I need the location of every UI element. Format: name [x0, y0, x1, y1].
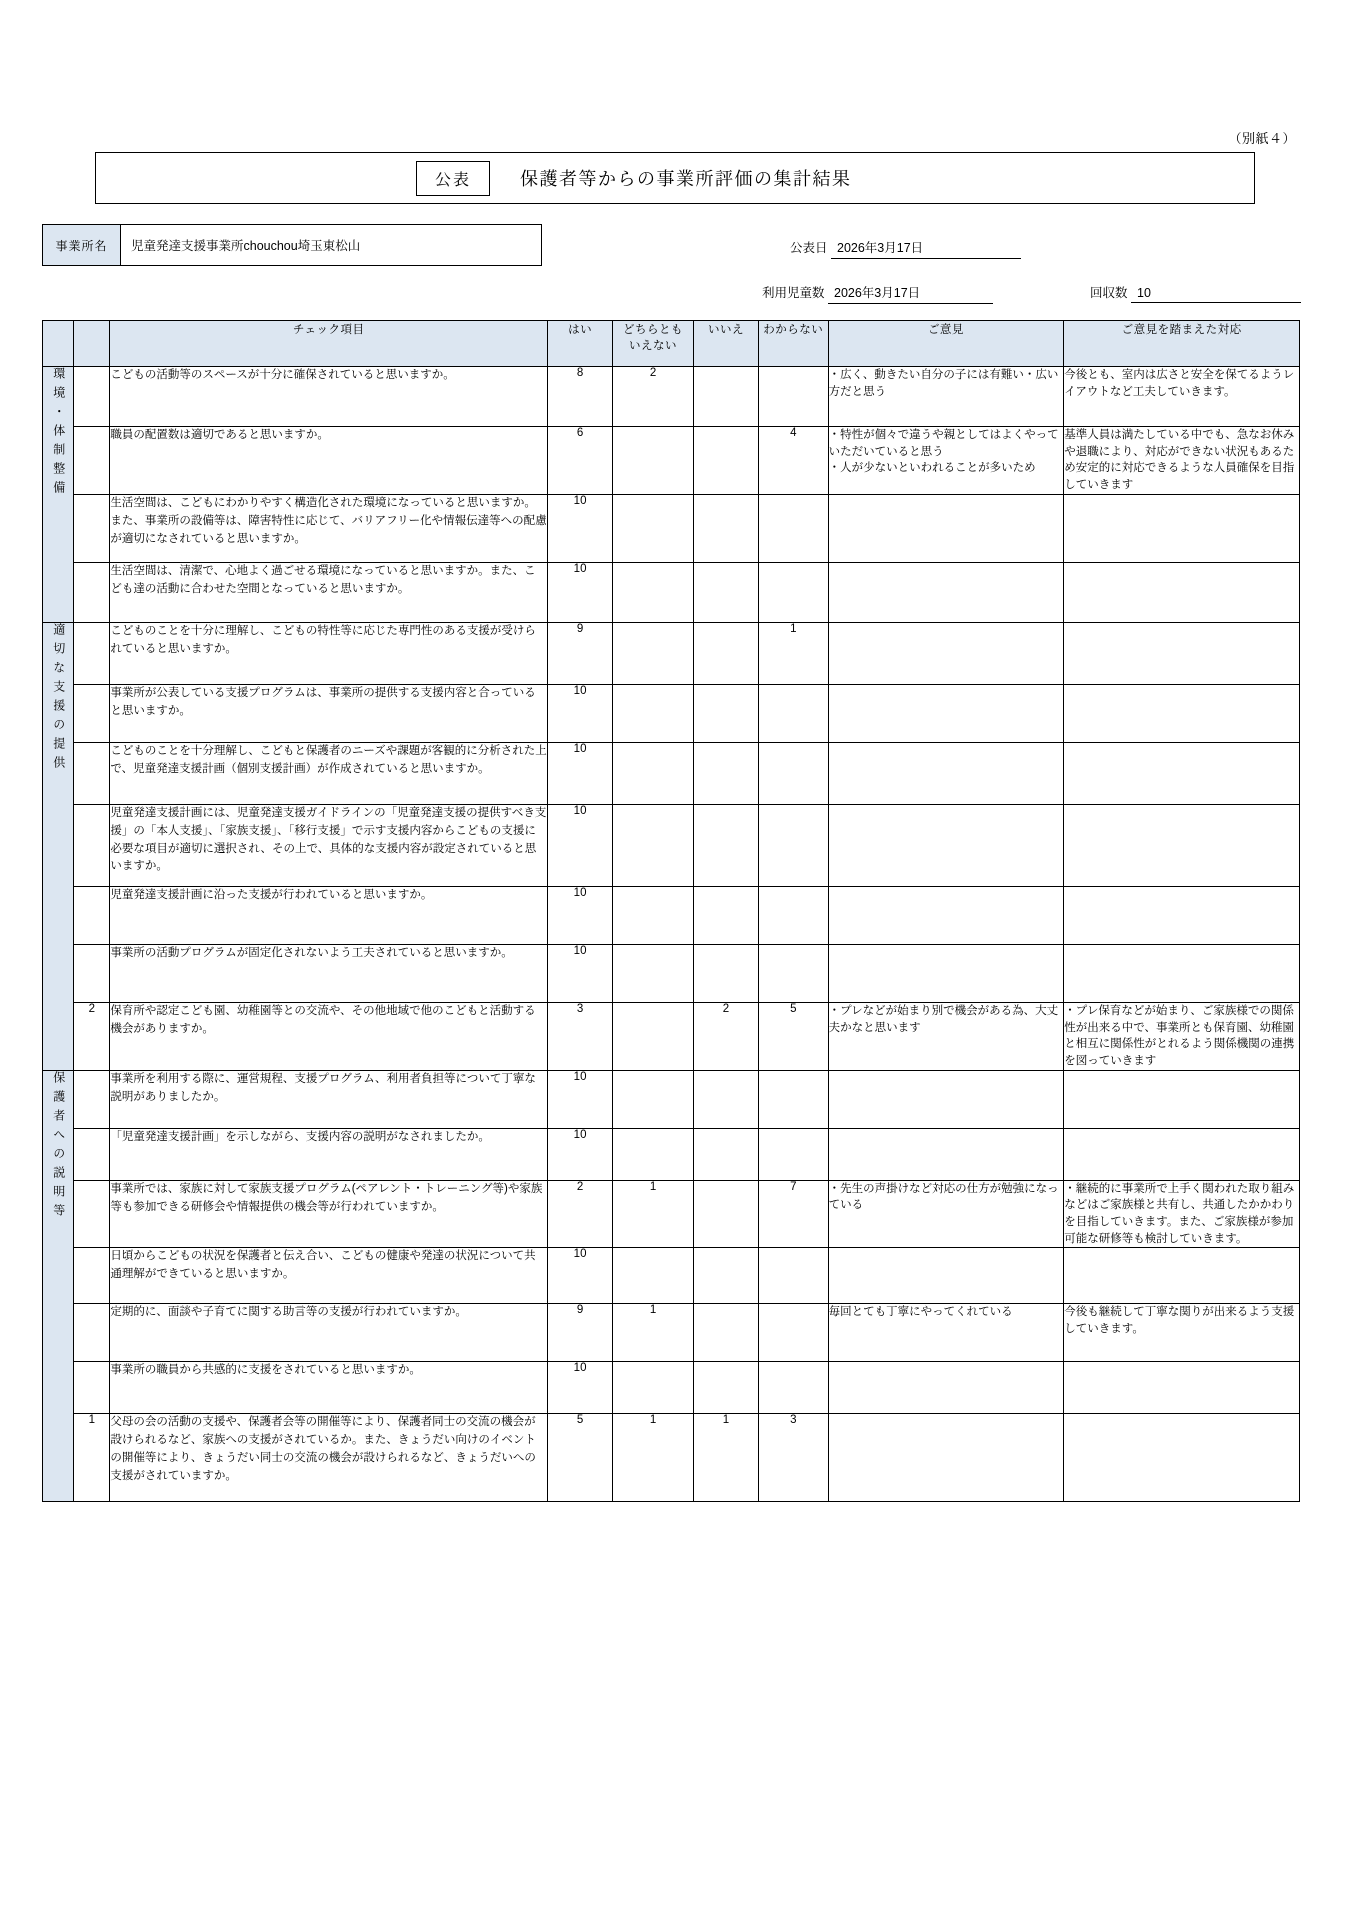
title-box — [95, 152, 1255, 204]
header-neither — [613, 321, 694, 367]
header-unknown: わからない — [759, 321, 829, 367]
opinion-text — [828, 887, 1064, 945]
answer-unknown: 1 — [759, 623, 829, 685]
answer-yes: 10 — [548, 1128, 613, 1180]
answer-yes: 2 — [548, 1180, 613, 1248]
answer-no — [693, 1362, 758, 1414]
answer-unknown: 4 — [759, 427, 829, 495]
question-text: 「児童発達支援計画」を示しながら、支援内容の説明がなされましたか。 — [110, 1128, 548, 1180]
category-label: 環境・体制整備 — [51, 367, 66, 500]
row-number — [74, 1070, 110, 1128]
opinion-text — [828, 805, 1064, 887]
opinion-text: 毎回とても丁寧にやってくれている — [828, 1304, 1064, 1362]
answer-neither — [613, 945, 694, 1003]
opinion-text — [828, 1128, 1064, 1180]
opinion-text — [828, 1070, 1064, 1128]
question-text: 日頃からこどもの状況を保護者と伝え合い、こどもの健康や発達の状況について共通理解ができていると思いますか。 — [110, 1248, 548, 1304]
category-cell — [43, 623, 74, 1071]
answer-no — [693, 887, 758, 945]
answer-no — [693, 563, 758, 623]
answer-no — [693, 1180, 758, 1248]
answer-no — [693, 805, 758, 887]
question-text: 生活空間は、こどもにわかりやすく構造化された環境になっていると思いますか。また、事業所の設備等は、障害特性に応じて、バリアフリー化や情報伝達等への配慮が適切になされていると思いますか。 — [110, 495, 548, 563]
office-name-label: 事業所名 — [43, 225, 121, 265]
answer-yes: 3 — [548, 1003, 613, 1071]
row-number — [74, 1180, 110, 1248]
row-number — [74, 495, 110, 563]
response-text — [1064, 1128, 1300, 1180]
office-name-value: 児童発達支援事業所chouchou埼玉東松山 — [131, 239, 361, 253]
answer-unknown — [759, 1128, 829, 1180]
question-text: 生活空間は、清潔で、心地よく過ごせる環境になっていると思いますか。また、こども達の活動に合わせた空間となっていると思いますか。 — [110, 563, 548, 623]
answer-yes: 10 — [548, 1362, 613, 1414]
answer-no — [693, 685, 758, 743]
table-row — [43, 1180, 1300, 1248]
answer-no: 2 — [693, 1003, 758, 1071]
answer-neither — [613, 1128, 694, 1180]
answer-unknown — [759, 495, 829, 563]
answer-unknown — [759, 563, 829, 623]
row-number — [74, 1128, 110, 1180]
users-count-field — [762, 283, 993, 304]
answer-no — [693, 1070, 758, 1128]
answer-unknown: 7 — [759, 1180, 829, 1248]
answer-unknown — [759, 1362, 829, 1414]
response-text — [1064, 495, 1300, 563]
opinion-text — [828, 1414, 1064, 1502]
category-label: 保護者への説明等 — [51, 1070, 66, 1223]
opinion-text — [828, 1362, 1064, 1414]
opinion-text — [828, 685, 1064, 743]
answer-unknown — [759, 367, 829, 427]
answer-no — [693, 945, 758, 1003]
answer-neither — [613, 685, 694, 743]
table-body — [43, 367, 1300, 1502]
row-number: 2 — [74, 1003, 110, 1071]
row-number — [74, 743, 110, 805]
answer-yes: 10 — [548, 563, 613, 623]
answer-neither — [613, 495, 694, 563]
answer-yes: 10 — [548, 1070, 613, 1128]
answer-unknown — [759, 805, 829, 887]
response-text — [1064, 1248, 1300, 1304]
table-row — [43, 623, 1300, 685]
header-response: ご意見を踏まえた対応 — [1064, 321, 1300, 367]
answer-no — [693, 495, 758, 563]
answer-yes: 10 — [548, 1248, 613, 1304]
office-box — [42, 224, 542, 266]
response-text — [1064, 945, 1300, 1003]
answer-neither — [613, 1248, 694, 1304]
answer-yes: 10 — [548, 887, 613, 945]
answer-neither — [613, 623, 694, 685]
row-number — [74, 945, 110, 1003]
opinion-text — [828, 623, 1064, 685]
answer-unknown — [759, 1304, 829, 1362]
question-text: 児童発達支援計画に沿った支援が行われていると思いますか。 — [110, 887, 548, 945]
answer-no — [693, 1304, 758, 1362]
header-number — [74, 321, 110, 367]
table-row — [43, 945, 1300, 1003]
table-row — [43, 1362, 1300, 1414]
response-text: 今後とも、室内は広さと安全を保てるようレイアウトなど工夫していきます。 — [1064, 367, 1300, 427]
answer-neither — [613, 1003, 694, 1071]
response-text — [1064, 743, 1300, 805]
response-text: ・継続的に事業所で上手く関われた取り組みなどはご家族様と共有し、共通したかかわりを目指していきます。また、ご家族様が参加可能な研修等も検討していきます。 — [1064, 1180, 1300, 1248]
question-text: 定期的に、面談や子育てに関する助言等の支援が行われていますか。 — [110, 1304, 548, 1362]
question-text: 職員の配置数は適切であると思いますか。 — [110, 427, 548, 495]
question-text: 事業所の活動プログラムが固定化されないよう工夫されていると思いますか。 — [110, 945, 548, 1003]
question-text: 事業所が公表している支援プログラムは、事業所の提供する支援内容と合っていると思いますか。 — [110, 685, 548, 743]
response-text — [1064, 685, 1300, 743]
question-text: 事業所を利用する際に、運営規程、支援プログラム、利用者負担等について丁寧な説明がありましたか。 — [110, 1070, 548, 1128]
answer-neither: 1 — [613, 1414, 694, 1502]
answer-no — [693, 427, 758, 495]
answer-no — [693, 1128, 758, 1180]
header-no: いいえ — [693, 321, 758, 367]
table-row — [43, 887, 1300, 945]
question-text: 父母の会の活動の支援や、保護者会等の開催等により、保護者同士の交流の機会が設けられるなど、家族への支援がされているか。また、きょうだい向けのイベントの開催等により、きょうだい同士の交流の機会が設けられるなど、きょうだいへの支援がされていますか。 — [110, 1414, 548, 1502]
category-label: 適切な支援の提供 — [51, 623, 66, 775]
page-title: 保護者等からの事業所評価の集計結果 — [520, 169, 852, 189]
opinion-text — [828, 743, 1064, 805]
question-text: 保育所や認定こども園、幼稚園等との交流や、その他地域で他のこどもと活動する機会がありますか。 — [110, 1003, 548, 1071]
answer-unknown — [759, 685, 829, 743]
table-row — [43, 1248, 1300, 1304]
response-text — [1064, 1414, 1300, 1502]
answer-neither: 1 — [613, 1304, 694, 1362]
opinion-text: ・先生の声掛けなど対応の仕方が勉強になっている — [828, 1180, 1064, 1248]
answer-yes: 6 — [548, 427, 613, 495]
response-text — [1064, 805, 1300, 887]
answer-unknown — [759, 945, 829, 1003]
answer-neither — [613, 743, 694, 805]
users-count-label: 利用児童数 — [762, 286, 825, 300]
row-number — [74, 805, 110, 887]
table-row — [43, 805, 1300, 887]
header-category — [43, 321, 74, 367]
answer-neither — [613, 805, 694, 887]
table-row — [43, 367, 1300, 427]
row-number — [74, 1248, 110, 1304]
row-number — [74, 1304, 110, 1362]
category-cell — [43, 367, 74, 623]
answer-unknown — [759, 1070, 829, 1128]
table-header — [43, 321, 1300, 367]
answer-neither: 2 — [613, 367, 694, 427]
table-row — [43, 685, 1300, 743]
row-number — [74, 685, 110, 743]
header-opinion: ご意見 — [828, 321, 1064, 367]
opinion-text — [828, 1248, 1064, 1304]
table-row — [43, 1128, 1300, 1180]
header-neither-line1: どちらとも — [623, 324, 684, 336]
response-text — [1064, 887, 1300, 945]
answer-yes: 5 — [548, 1414, 613, 1502]
attachment-label: （別紙４） — [1228, 131, 1296, 146]
opinion-text: ・広く、動きたい自分の子には有難い・広い方だと思う — [828, 367, 1064, 427]
opinion-text — [828, 563, 1064, 623]
answer-no: 1 — [693, 1414, 758, 1502]
answer-neither — [613, 1070, 694, 1128]
publish-date-value: 2026年3月17日 — [831, 238, 1021, 259]
row-number — [74, 887, 110, 945]
response-text — [1064, 563, 1300, 623]
row-number — [74, 427, 110, 495]
table-row — [43, 563, 1300, 623]
question-text: 事業所の職員から共感的に支援をされていると思いますか。 — [110, 1362, 548, 1414]
table-row — [43, 1070, 1300, 1128]
header-neither-line2: いえない — [629, 340, 678, 352]
answer-unknown: 3 — [759, 1414, 829, 1502]
table-row — [43, 427, 1300, 495]
collected-count-label: 回収数 — [1090, 286, 1128, 300]
question-text: こどものことを十分理解し、こどもと保護者のニーズや課題が客観的に分析された上で、児童発達支援計画（個別支援計画）が作成されていると思いますか。 — [110, 743, 548, 805]
header-item: チェック項目 — [110, 321, 548, 367]
opinion-text: ・プレなどが始まり別で機会がある為、大丈夫かなと思います — [828, 1003, 1064, 1071]
answer-unknown: 5 — [759, 1003, 829, 1071]
answer-unknown — [759, 743, 829, 805]
answer-yes: 10 — [548, 945, 613, 1003]
answer-no — [693, 743, 758, 805]
answer-neither — [613, 1362, 694, 1414]
response-text — [1064, 1362, 1300, 1414]
row-number — [74, 563, 110, 623]
row-number: 1 — [74, 1414, 110, 1502]
collected-count-value: 10 — [1131, 286, 1301, 303]
opinion-text — [828, 945, 1064, 1003]
opinion-text: ・特性が個々で違うや親としてはよくやっていただいていると思う ・人が少ないといわれることが多いため — [828, 427, 1064, 495]
answer-yes: 10 — [548, 495, 613, 563]
publish-badge: 公表 — [416, 161, 490, 196]
answer-no — [693, 623, 758, 685]
answer-yes: 10 — [548, 685, 613, 743]
row-number — [74, 367, 110, 427]
response-text: 今後も継続して丁寧な関りが出来るよう支援していきます。 — [1064, 1304, 1300, 1362]
response-text — [1064, 623, 1300, 685]
answer-neither — [613, 427, 694, 495]
category-cell — [43, 1070, 74, 1502]
users-count-value: 2026年3月17日 — [828, 283, 993, 304]
publish-date-label: 公表日 — [790, 241, 828, 255]
answer-neither — [613, 563, 694, 623]
question-text: こどものことを十分に理解し、こどもの特性等に応じた専門性のある支援が受けられていると思いますか。 — [110, 623, 548, 685]
header-yes: はい — [548, 321, 613, 367]
table-row — [43, 1304, 1300, 1362]
response-text: 基準人員は満たしている中でも、急なお休みや退職により、対応ができない状況もあるため安定的に対応できるような人員確保を目指していきます — [1064, 427, 1300, 495]
answer-neither — [613, 887, 694, 945]
publish-date-field — [790, 238, 1021, 259]
answer-unknown — [759, 887, 829, 945]
answer-no — [693, 1248, 758, 1304]
row-number — [74, 1362, 110, 1414]
opinion-text — [828, 495, 1064, 563]
answer-unknown — [759, 1248, 829, 1304]
table-row — [43, 1003, 1300, 1071]
response-text — [1064, 1070, 1300, 1128]
table-row — [43, 743, 1300, 805]
table-row — [43, 1414, 1300, 1502]
answer-yes: 8 — [548, 367, 613, 427]
question-text: こどもの活動等のスペースが十分に確保されていると思いますか。 — [110, 367, 548, 427]
answer-yes: 9 — [548, 623, 613, 685]
answer-no — [693, 367, 758, 427]
answer-neither: 1 — [613, 1180, 694, 1248]
answer-yes: 10 — [548, 743, 613, 805]
question-text: 児童発達支援計画には、児童発達支援ガイドラインの「児童発達支援の提供すべき支援」の「本人支援」、「家族支援」、「移行支援」で示す支援内容からこどもの支援に必要な項目が適切に選択され、その上で、具体的な支援内容が設定されていると思いますか。 — [110, 805, 548, 887]
row-number — [74, 623, 110, 685]
table-row — [43, 495, 1300, 563]
response-text: ・プレ保育などが始まり、ご家族様での関係性が出来る中で、事業所とも保育園、幼稚園と相互に関係性がとれるよう関係機関の連携を図っていきます — [1064, 1003, 1300, 1071]
question-text: 事業所では、家族に対して家族支援プログラム(ペアレント・トレーニング等)や家族等も参加できる研修会や情報提供の機会等が行われていますか。 — [110, 1180, 548, 1248]
collected-count-field — [1090, 283, 1301, 303]
answer-yes: 10 — [548, 805, 613, 887]
answer-yes: 9 — [548, 1304, 613, 1362]
evaluation-table — [42, 320, 1300, 1502]
